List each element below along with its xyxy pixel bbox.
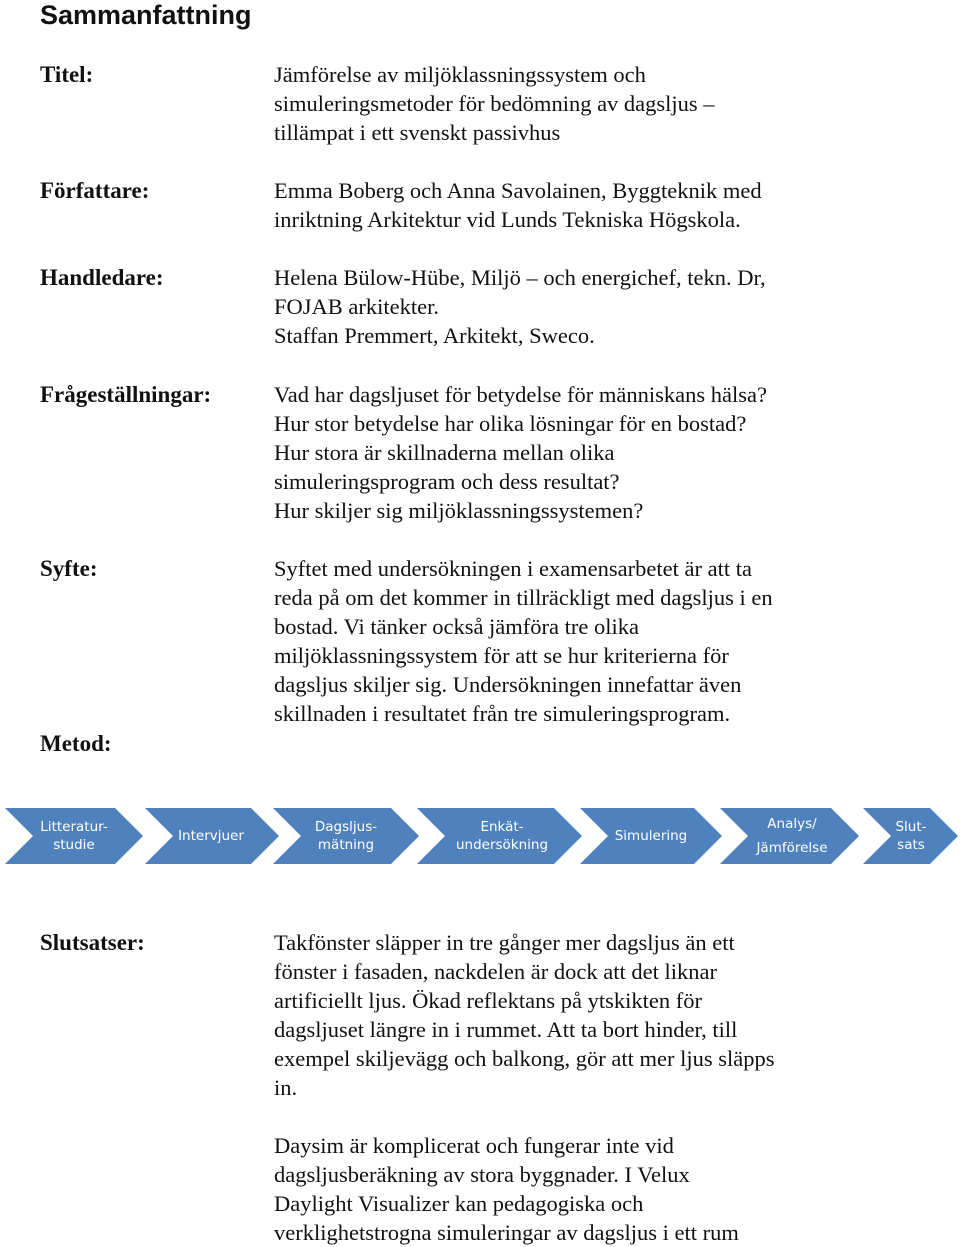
step-label-analys-jamforelse: Analys/ Jämförelse: [756, 816, 828, 856]
label-fragestallningar: Frågeställningar:: [40, 382, 212, 407]
fragestallningar-line: simuleringsprogram och dess resultat?: [274, 469, 620, 494]
label-forfattare: Författare:: [40, 178, 150, 203]
step-label-slutsats: Slut- sats: [895, 819, 927, 853]
fragestallningar-line: Vad har dagsljuset för betydelse för människans hälsa?: [274, 382, 767, 407]
value-slutsatser-paragraph-2: [274, 1131, 954, 1247]
slutsatser-line: Daysim är komplicerat och fungerar inte vid: [274, 1133, 674, 1158]
value-fragestallningar: [274, 380, 954, 525]
label-titel: Titel:: [40, 62, 94, 87]
label-handledare: Handledare:: [40, 265, 164, 290]
method-process-flow: [5, 808, 960, 864]
value-forfattare: [274, 176, 954, 234]
fragestallningar-line: Hur stor betydelse har olika lösningar för en bostad?: [274, 411, 747, 436]
step-label-enkatundersokning: Enkät- undersökning: [455, 819, 549, 853]
step-label-litteraturstudie: Litteratur- studie: [40, 819, 108, 853]
slutsatser-line: exempel skiljevägg och balkong, gör att mer ljus släpps: [274, 1046, 775, 1071]
handledare-line: FOJAB arkitekter.: [274, 294, 439, 319]
slutsatser-line: Takfönster släpper in tre gånger mer dagsljus än ett: [274, 930, 735, 955]
fragestallningar-line: Hur stora är skillnaderna mellan olika: [274, 440, 615, 465]
syfte-line: dagsljus skiljer sig. Undersökningen innefattar även: [274, 672, 742, 697]
fragestallningar-line: Hur skiljer sig miljöklassningssystemen?: [274, 498, 644, 523]
step-label-intervjuer: Intervjuer: [178, 828, 244, 844]
forfattare-line: Emma Boberg och Anna Savolainen, Byggteknik med: [274, 178, 762, 203]
slutsatser-line: dagsljuset längre in i rummet. Att ta bort hinder, till: [274, 1017, 738, 1042]
titel-line: tillämpat i ett svenskt passivhus: [274, 120, 561, 145]
syfte-line: Syftet med undersökningen i examensarbetet är att ta: [274, 556, 752, 581]
slutsatser-line: verklighetstrogna simuleringar av dagsljus i ett rum: [274, 1220, 739, 1245]
syfte-line: skillnaden i resultatet från tre simuleringsprogram.: [274, 701, 731, 726]
titel-line: Jämförelse av miljöklassningssystem och: [274, 62, 646, 87]
slutsatser-line: dagsljusberäkning av stora byggnader. I Velux: [274, 1162, 690, 1187]
titel-line: simuleringsmetoder för bedömning av dagsljus –: [274, 91, 715, 116]
value-slutsatser-paragraph-1: [274, 928, 954, 1102]
syfte-line: miljöklassningssystem för att se hur kriterierna för: [274, 643, 729, 668]
forfattare-line: inriktning Arkitektur vid Lunds Tekniska Högskola.: [274, 207, 741, 232]
label-slutsatser: Slutsatser:: [40, 930, 145, 955]
syfte-line: bostad. Vi tänker också jämföra tre olika: [274, 614, 639, 639]
step-label-dagsljusmatning: Dagsljus- mätning: [314, 819, 378, 853]
value-titel: [274, 60, 954, 147]
value-syfte: [274, 554, 954, 728]
slutsatser-line: artificiellt ljus. Ökad reflektans på ytskikten för: [274, 988, 702, 1013]
label-syfte: Syfte:: [40, 556, 98, 581]
step-label-simulering: Simulering: [614, 828, 688, 844]
page-title: Sammanfattning: [40, 0, 252, 30]
handledare-line: Helena Bülow-Hübe, Miljö – och energichef, tekn. Dr,: [274, 265, 766, 290]
slutsatser-line: Daylight Visualizer kan pedagogiska och: [274, 1191, 644, 1216]
slutsatser-line: in.: [274, 1075, 298, 1100]
label-metod: Metod:: [40, 731, 112, 756]
handledare-line: Staffan Premmert, Arkitekt, Sweco.: [274, 323, 595, 348]
syfte-line: reda på om det kommer in tillräckligt med dagsljus i en: [274, 585, 773, 610]
value-handledare: [274, 263, 954, 350]
slutsatser-line: fönster i fasaden, nackdelen är dock att det liknar: [274, 959, 717, 984]
